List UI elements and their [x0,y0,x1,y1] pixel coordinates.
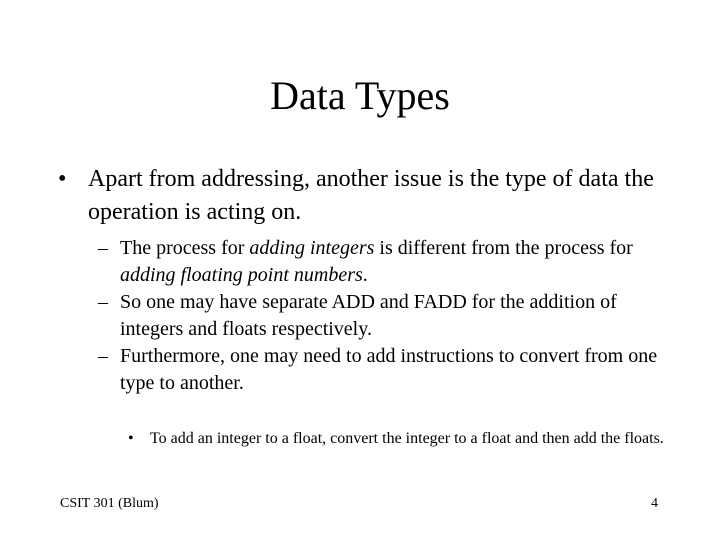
bullet-marker: • [128,430,134,447]
text-segment: The process for [120,237,250,259]
subbullet-item [98,343,678,397]
slide-page-number: 4 [651,496,658,511]
subbullet-text [120,235,678,289]
bullet-marker: • [58,166,67,192]
text-segment: . [362,264,368,286]
dash-marker: – [98,237,108,259]
bullet-text: Apart from addressing, another issue is the type of data the operation is acting on. [88,166,654,225]
subsubbullet-item [128,427,668,450]
subbullet-item [98,235,678,289]
subbullet-text: So one may have separate ADD and FADD for the addition of integers and floats respectively. [120,291,617,340]
subbullet-list [98,235,678,397]
dash-marker: – [98,291,108,313]
subsubbullet-text: To add an integer to a float, convert the integer to a float and then add the floats. [150,430,664,447]
text-segment: is different from the process for [374,237,633,259]
subbullet-text: Furthermore, one may need to add instructions to convert from one type to another. [120,345,658,394]
footer-course-label: CSIT 301 (Blum) [60,496,159,511]
slide-title: Data Types [270,73,450,118]
emphasis-text: adding integers [249,237,375,259]
dash-marker: – [98,345,108,367]
bullet-item [58,163,668,229]
emphasis-text: adding floating point numbers [120,264,363,286]
subbullet-item [98,289,678,343]
